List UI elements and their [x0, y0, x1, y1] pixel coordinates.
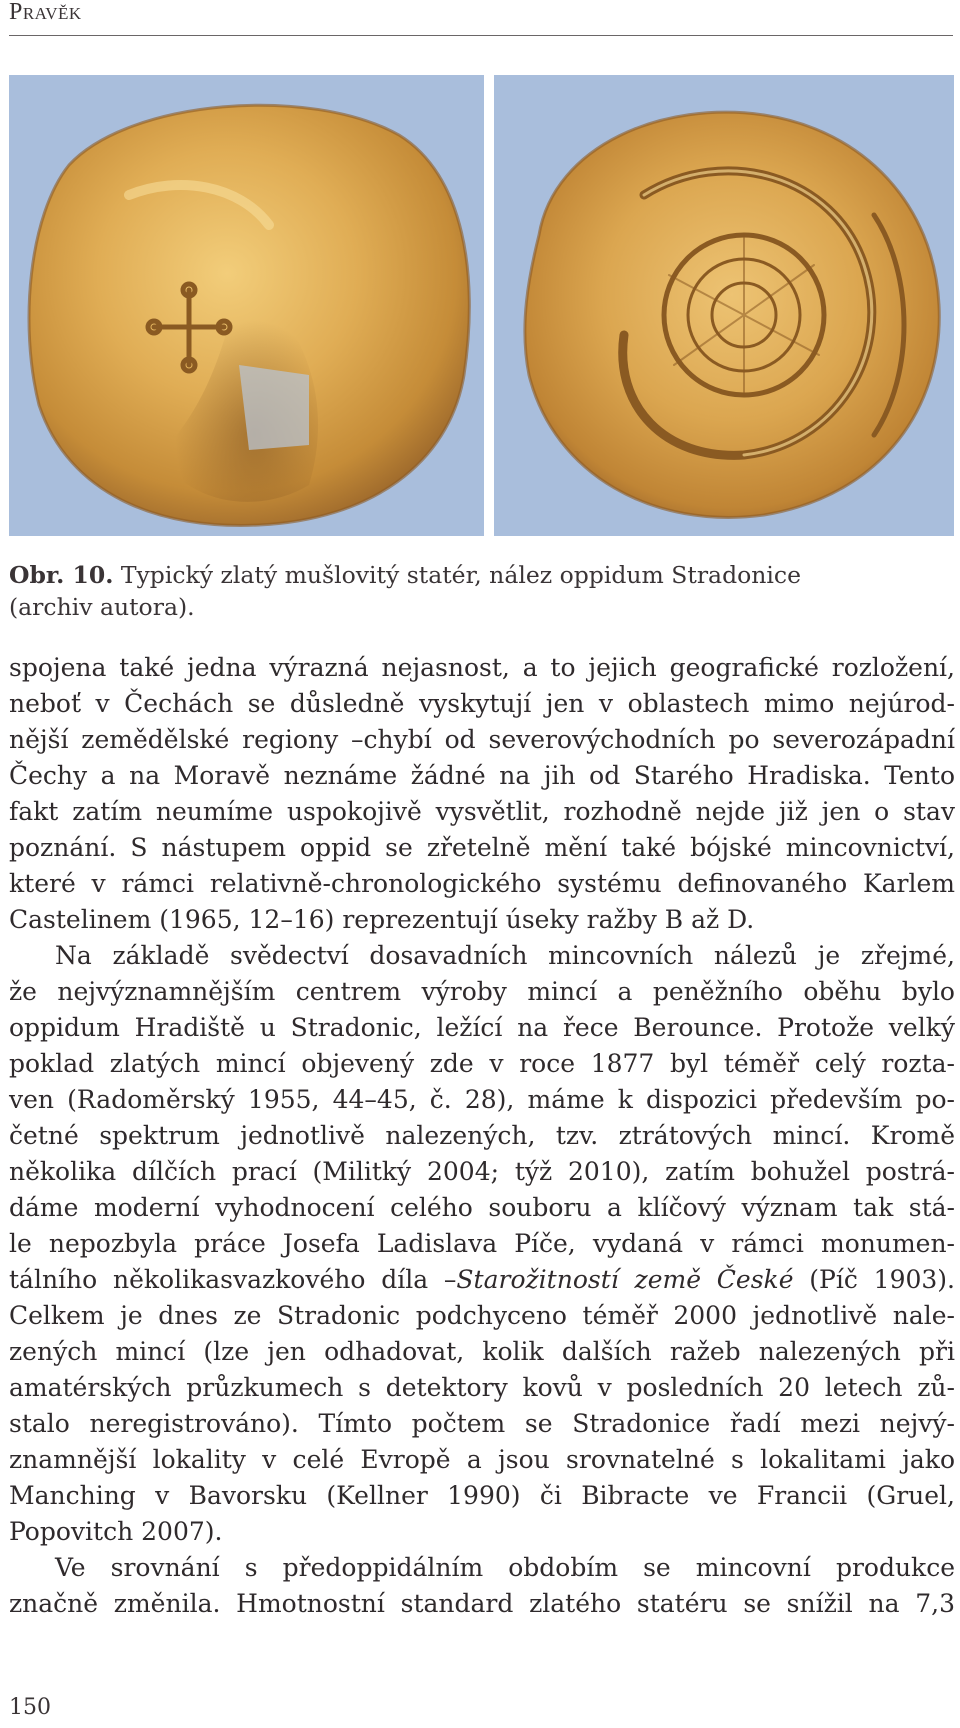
- body-text: [9, 650, 955, 1622]
- text-line: le nepozbyla práce Josefa Ladislava Píče, vydaná v rámci monumen-: [9, 1229, 955, 1258]
- text-line: fakt zatím neumíme uspokojivě vysvětlit, rozhodně nejde již jen o stav: [9, 797, 955, 826]
- coin-photo-reverse: [494, 75, 954, 536]
- coin-obverse-image: [9, 75, 484, 536]
- text-line: spojena také jedna výrazná nejasnost, a to jejich geografické rozložení,: [9, 653, 955, 682]
- text-line: že nejvýznamnějším centrem výroby mincí a peněžního oběhu bylo: [9, 977, 955, 1006]
- caption-line-2: (archiv autora).: [9, 593, 195, 621]
- page-number: 150: [9, 1695, 51, 1720]
- text-line: poklad zlatých mincí objevený zde v roce 1877 byl téměř celý rozta-: [9, 1049, 955, 1078]
- caption-text: Typický zlatý mušlovitý statér, nález oppidum Stradonice: [113, 561, 801, 589]
- text-line: četné spektrum jednotlivě nalezených, tzv. ztrátových mincí. Kromě: [9, 1121, 955, 1150]
- text-line: amatérských průzkumech s detektory kovů v posledních 20 letech zů-: [9, 1373, 955, 1402]
- text-line: stalo neregistrováno). Tímto počtem se Stradonice řadí mezi nejvý-: [9, 1409, 955, 1438]
- book-title: Starožitností země České: [456, 1265, 794, 1294]
- figure-caption: [9, 559, 939, 623]
- text-segment: tálního několikasvazkového díla –: [9, 1265, 457, 1294]
- text-line: zených mincí (lze jen odhadovat, kolik dalších ražeb nalezených při: [9, 1337, 955, 1366]
- text-line-with-title: [9, 1262, 955, 1298]
- coin-reverse-image: [494, 75, 954, 536]
- text-line: Manching v Bavorsku (Kellner 1990) či Bibracte ve Francii (Gruel,: [9, 1481, 955, 1510]
- text-line: ven (Radoměrský 1955, 44–45, č. 28), máme k dispozici především po-: [9, 1085, 955, 1114]
- text-line: oppidum Hradiště u Stradonic, ležící na řece Berounce. Protože velký: [9, 1013, 955, 1042]
- text-line: Popovitch 2007).: [9, 1517, 223, 1546]
- running-head-title: Pravěk: [9, 0, 82, 25]
- text-line: Celkem je dnes ze Stradonic podchyceno téměř 2000 jednotlivě nale-: [9, 1301, 955, 1330]
- caption-line-1: [9, 559, 939, 591]
- text-line: znamnější lokality v celé Evropě a jsou srovnatelné s lokalitami jako: [9, 1445, 955, 1474]
- paragraph-start-line: Na základě svědectví dosavadních mincovních nálezů je zřejmé,: [55, 941, 955, 970]
- text-line: poznání. S nástupem oppid se zřetelně mění také bójské mincovnictví,: [9, 833, 955, 862]
- coin-photo-obverse: [9, 75, 484, 536]
- text-line: které v rámci relativně-chronologického systému definovaného Karlem: [9, 869, 955, 898]
- text-line: dáme moderní vyhodnocení celého souboru a klíčový význam tak stá-: [9, 1193, 955, 1222]
- text-line: Castelinem (1965, 12–16) reprezentují úseky ražby B až D.: [9, 905, 755, 934]
- caption-label: Obr. 10.: [9, 561, 114, 589]
- text-line: neboť v Čechách se důsledně vyskytují jen v oblastech mimo nejúrod-: [9, 689, 955, 718]
- text-line: značně změnila. Hmotnostní standard zlatého statéru se snížil na 7,3: [9, 1589, 955, 1618]
- running-head: [9, 0, 953, 36]
- paragraph-start-line: Ve srovnání s předoppidálním obdobím se mincovní produkce: [55, 1553, 955, 1582]
- text-segment: (Píč 1903).: [793, 1265, 955, 1294]
- text-line: nější zemědělské regiony –chybí od severovýchodních po severozápadní: [9, 725, 955, 754]
- text-line: několika dílčích prací (Militký 2004; týž 2010), zatím bohužel postrá-: [9, 1157, 955, 1186]
- text-line: Čechy a na Moravě neznáme žádné na jih od Starého Hradiska. Tento: [9, 761, 955, 790]
